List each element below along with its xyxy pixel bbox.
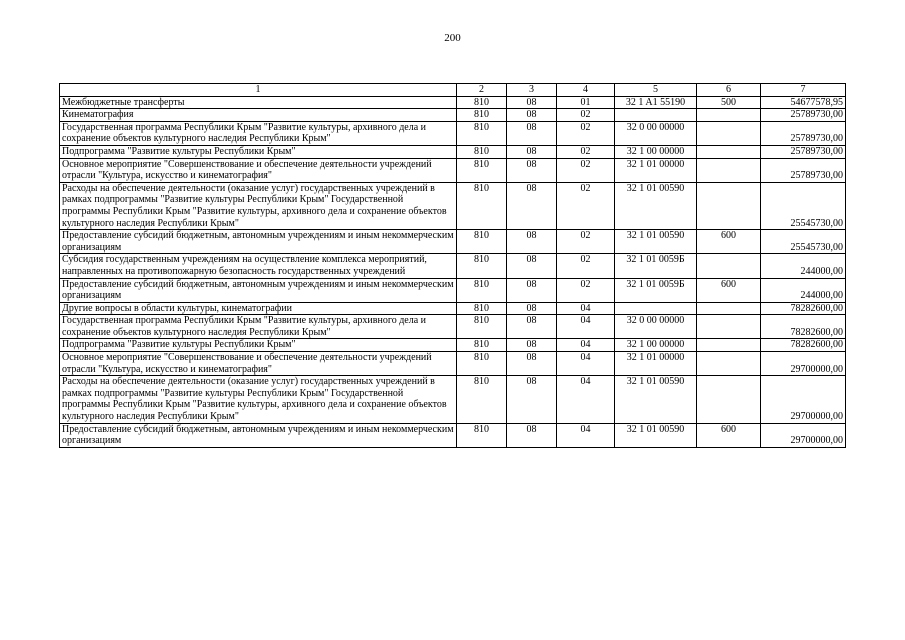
name-cell: Расходы на обеспечение деятельности (оказание услуг) государственных учреждений в рамках подпрограммы "Развитие культуры Республики Крым" Государственной программы Республики Крым "Развитие культуры, архивного дела и сохранение объектов культурного наследия Республики Крым" — [60, 182, 457, 229]
amount-cell: 244000,00 — [761, 278, 846, 302]
table-row — [60, 315, 846, 339]
grbs-cell: 810 — [457, 230, 507, 254]
section-cell: 08 — [507, 109, 557, 122]
grbs-cell: 810 — [457, 96, 507, 109]
section-cell: 08 — [507, 96, 557, 109]
subsection-cell: 02 — [557, 145, 615, 158]
expense-type-cell: 600 — [697, 230, 761, 254]
table-row — [60, 352, 846, 376]
grbs-cell: 810 — [457, 121, 507, 145]
name-cell: Кинематография — [60, 109, 457, 122]
name-cell: Государственная программа Республики Крым "Развитие культуры, архивного дела и сохранение объектов культурного наследия Республики Крым" — [60, 315, 457, 339]
table-row — [60, 145, 846, 158]
section-cell: 08 — [507, 339, 557, 352]
table-row — [60, 182, 846, 229]
expense-type-cell — [697, 109, 761, 122]
target-article-cell: 32 1 01 00590 — [615, 423, 697, 447]
table-row — [60, 109, 846, 122]
target-article-cell: 32 1 01 00590 — [615, 376, 697, 423]
subsection-cell: 01 — [557, 96, 615, 109]
name-cell: Межбюджетные трансферты — [60, 96, 457, 109]
expense-type-cell — [697, 254, 761, 278]
amount-cell: 25545730,00 — [761, 230, 846, 254]
grbs-cell: 810 — [457, 339, 507, 352]
target-article-cell: 32 1 01 0059Б — [615, 254, 697, 278]
expense-type-cell: 600 — [697, 278, 761, 302]
grbs-cell: 810 — [457, 302, 507, 315]
subsection-cell: 02 — [557, 121, 615, 145]
name-cell: Подпрограмма "Развитие культуры Республики Крым" — [60, 339, 457, 352]
amount-cell: 78282600,00 — [761, 302, 846, 315]
subsection-cell: 02 — [557, 109, 615, 122]
target-article-cell: 32 1 01 0059Б — [615, 278, 697, 302]
target-article-cell: 32 1 01 00000 — [615, 352, 697, 376]
expense-type-cell — [697, 339, 761, 352]
grbs-cell: 810 — [457, 352, 507, 376]
subsection-cell: 04 — [557, 423, 615, 447]
target-article-cell — [615, 302, 697, 315]
section-cell: 08 — [507, 302, 557, 315]
target-article-cell: 32 0 00 00000 — [615, 315, 697, 339]
table-row — [60, 339, 846, 352]
table-row — [60, 423, 846, 447]
expense-type-cell — [697, 158, 761, 182]
expense-type-cell: 600 — [697, 423, 761, 447]
subsection-cell: 02 — [557, 254, 615, 278]
grbs-cell: 810 — [457, 278, 507, 302]
grbs-cell: 810 — [457, 158, 507, 182]
name-cell: Основное мероприятие "Совершенствование и обеспечение деятельности учреждений отрасли "Культура, искусство и кинематография" — [60, 158, 457, 182]
target-article-cell — [615, 109, 697, 122]
amount-cell: 29700000,00 — [761, 352, 846, 376]
amount-cell: 244000,00 — [761, 254, 846, 278]
page-number: 200 — [444, 32, 461, 44]
header-cell: 4 — [557, 84, 615, 97]
subsection-cell: 02 — [557, 182, 615, 229]
header-cell: 5 — [615, 84, 697, 97]
subsection-cell: 02 — [557, 278, 615, 302]
expense-type-cell — [697, 182, 761, 229]
target-article-cell: 32 1 01 00590 — [615, 230, 697, 254]
table-row — [60, 121, 846, 145]
section-cell: 08 — [507, 352, 557, 376]
budget-table — [59, 83, 846, 448]
expense-type-cell — [697, 121, 761, 145]
subsection-cell: 02 — [557, 158, 615, 182]
section-cell: 08 — [507, 315, 557, 339]
amount-cell: 29700000,00 — [761, 376, 846, 423]
target-article-cell: 32 1 01 00000 — [615, 158, 697, 182]
expense-type-cell: 500 — [697, 96, 761, 109]
name-cell: Государственная программа Республики Крым "Развитие культуры, архивного дела и сохранение объектов культурного наследия Республики Крым" — [60, 121, 457, 145]
header-row — [60, 84, 846, 97]
section-cell: 08 — [507, 145, 557, 158]
header-cell: 3 — [507, 84, 557, 97]
amount-cell: 25789730,00 — [761, 145, 846, 158]
amount-cell: 78282600,00 — [761, 339, 846, 352]
subsection-cell: 02 — [557, 230, 615, 254]
expense-type-cell — [697, 145, 761, 158]
target-article-cell: 32 1 A1 55190 — [615, 96, 697, 109]
amount-cell: 78282600,00 — [761, 315, 846, 339]
table-row — [60, 278, 846, 302]
expense-type-cell — [697, 352, 761, 376]
section-cell: 08 — [507, 423, 557, 447]
section-cell: 08 — [507, 158, 557, 182]
grbs-cell: 810 — [457, 376, 507, 423]
subsection-cell: 04 — [557, 302, 615, 315]
header-cell: 6 — [697, 84, 761, 97]
header-cell: 1 — [60, 84, 457, 97]
name-cell: Субсидия государственным учреждениям на осуществление комплекса мероприятий, направленных на противопожарную безопасность государственных учреждений — [60, 254, 457, 278]
table-row — [60, 158, 846, 182]
grbs-cell: 810 — [457, 423, 507, 447]
name-cell: Расходы на обеспечение деятельности (оказание услуг) государственных учреждений в рамках подпрограммы "Развитие культуры Республики Крым" Государственной программы Республики Крым "Развитие культуры, архивного дела и сохранение объектов культурного наследия Республики Крым" — [60, 376, 457, 423]
name-cell: Основное мероприятие "Совершенствование и обеспечение деятельности учреждений отрасли "Культура, искусство и кинематография" — [60, 352, 457, 376]
section-cell: 08 — [507, 278, 557, 302]
grbs-cell: 810 — [457, 254, 507, 278]
amount-cell: 25789730,00 — [761, 158, 846, 182]
subsection-cell: 04 — [557, 376, 615, 423]
expense-type-cell — [697, 315, 761, 339]
name-cell: Подпрограмма "Развитие культуры Республики Крым" — [60, 145, 457, 158]
target-article-cell: 32 1 00 00000 — [615, 145, 697, 158]
amount-cell: 25789730,00 — [761, 109, 846, 122]
grbs-cell: 810 — [457, 145, 507, 158]
table-row — [60, 230, 846, 254]
target-article-cell: 32 1 00 00000 — [615, 339, 697, 352]
subsection-cell: 04 — [557, 352, 615, 376]
amount-cell: 25545730,00 — [761, 182, 846, 229]
expense-type-cell — [697, 376, 761, 423]
name-cell: Предоставление субсидий бюджетным, автономным учреждениям и иным некоммерческим организациям — [60, 278, 457, 302]
grbs-cell: 810 — [457, 182, 507, 229]
amount-cell: 25789730,00 — [761, 121, 846, 145]
section-cell: 08 — [507, 121, 557, 145]
section-cell: 08 — [507, 182, 557, 229]
subsection-cell: 04 — [557, 315, 615, 339]
expense-type-cell — [697, 302, 761, 315]
grbs-cell: 810 — [457, 315, 507, 339]
table-row — [60, 96, 846, 109]
name-cell: Предоставление субсидий бюджетным, автономным учреждениям и иным некоммерческим организациям — [60, 423, 457, 447]
name-cell: Предоставление субсидий бюджетным, автономным учреждениям и иным некоммерческим организациям — [60, 230, 457, 254]
section-cell: 08 — [507, 376, 557, 423]
grbs-cell: 810 — [457, 109, 507, 122]
target-article-cell: 32 1 01 00590 — [615, 182, 697, 229]
table-row — [60, 254, 846, 278]
amount-cell: 29700000,00 — [761, 423, 846, 447]
target-article-cell: 32 0 00 00000 — [615, 121, 697, 145]
header-cell: 2 — [457, 84, 507, 97]
section-cell: 08 — [507, 230, 557, 254]
subsection-cell: 04 — [557, 339, 615, 352]
name-cell: Другие вопросы в области культуры, кинематографии — [60, 302, 457, 315]
table-row — [60, 376, 846, 423]
table-row — [60, 302, 846, 315]
header-cell: 7 — [761, 84, 846, 97]
amount-cell: 54677578,95 — [761, 96, 846, 109]
section-cell: 08 — [507, 254, 557, 278]
